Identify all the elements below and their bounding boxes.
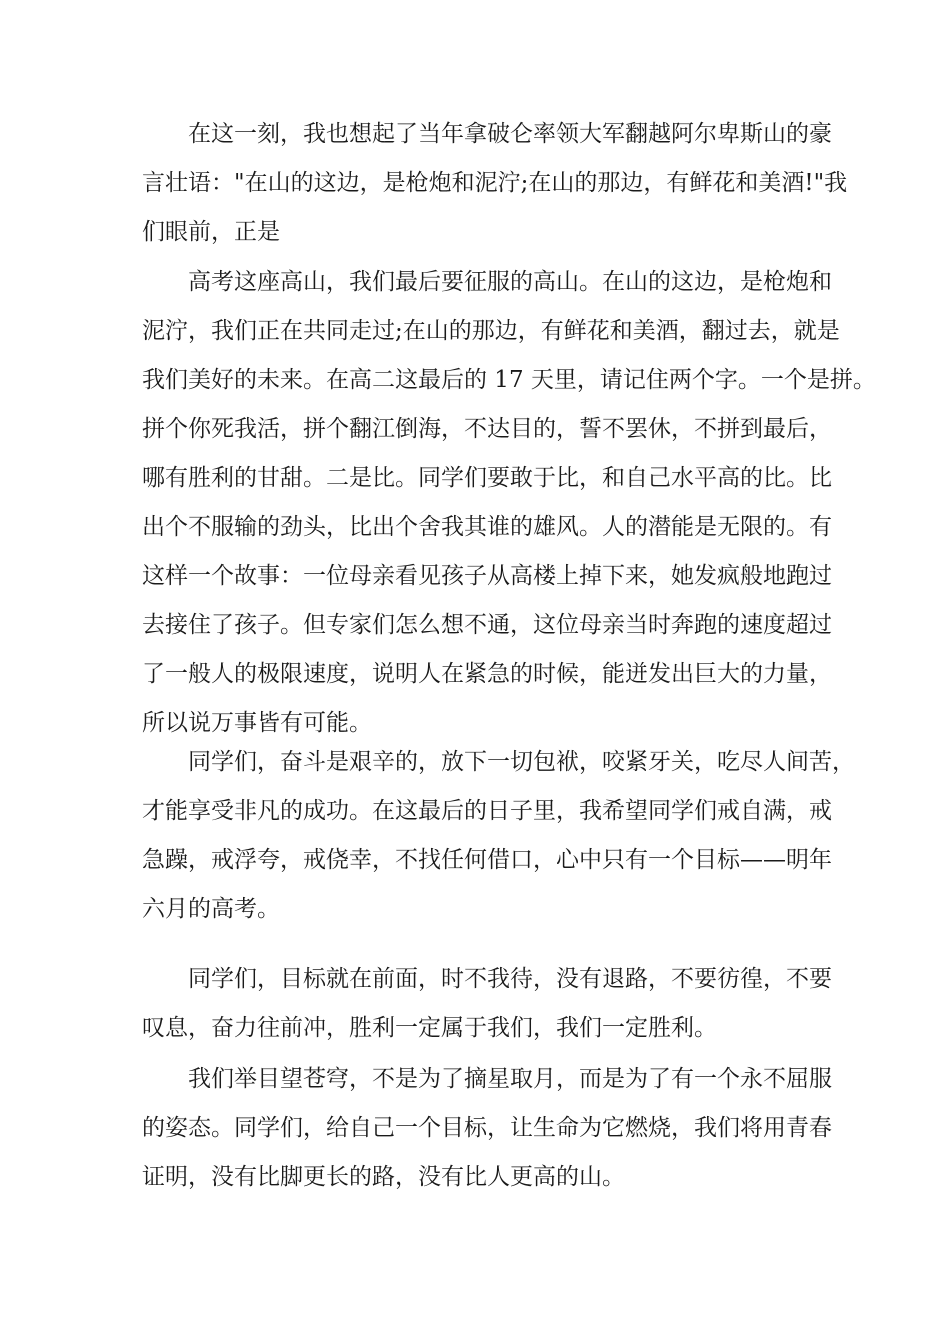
paragraph-goal-ahead (142, 955, 842, 1053)
text-line: 哪有胜利的甘甜。二是比。同学们要敢于比，和自己水平高的比。比 (142, 465, 832, 491)
paragraph-napoleon-quote (142, 110, 848, 257)
text-line: 去接住了孩子。但专家们怎么想不通，这位母亲当时奔跑的速度超过 (142, 612, 832, 638)
text-line: 才能享受非凡的成功。在这最后的日子里，我希望同学们戒自满，戒 (142, 798, 832, 824)
paragraph-exam-mountain (142, 258, 876, 748)
text-line: 证明，没有比脚更长的路，没有比人更高的山。 (142, 1164, 625, 1190)
text-line: 我们美好的未来。在高二这最后的 17 天里，请记住两个字。一个是拼。 (142, 367, 876, 393)
text-line: 急躁，戒浮夸，戒侥幸，不找任何借口，心中只有一个目标——明年 (142, 847, 832, 873)
text-line: 这样一个故事：一位母亲看见孩子从高楼上掉下来，她发疯般地跑过 (142, 563, 832, 589)
text-line: 六月的高考。 (142, 896, 280, 922)
text-line: 叹息，奋力往前冲，胜利一定属于我们，我们一定胜利。 (142, 1015, 717, 1041)
text-line: 在这一刻，我也想起了当年拿破仑率领大军翻越阿尔卑斯山的豪 (188, 121, 832, 147)
paragraph-closing (142, 1055, 842, 1202)
text-line: 所以说万事皆有可能。 (142, 710, 372, 736)
text-line: 拼个你死我活，拼个翻江倒海，不达目的，誓不罢休，不拼到最后， (142, 416, 832, 442)
text-line: 了一般人的极限速度，说明人在紧急的时候，能迸发出巨大的力量， (142, 661, 832, 687)
paragraph-struggle (142, 738, 855, 934)
text-line: 同学们，奋斗是艰辛的，放下一切包袱，咬紧牙关，吃尽人间苦， (188, 749, 855, 775)
text-line: 我们举目望苍穹，不是为了摘星取月，而是为了有一个永不屈服 (188, 1066, 832, 1092)
text-line: 们眼前，正是 (142, 219, 280, 245)
text-line: 同学们，目标就在前面，时不我待，没有退路，不要彷徨，不要 (188, 966, 832, 992)
text-line: 出个不服输的劲头，比出个舍我其谁的雄风。人的潜能是无限的。有 (142, 514, 832, 540)
text-line: 的姿态。同学们，给自己一个目标，让生命为它燃烧，我们将用青春 (142, 1115, 832, 1141)
text-line: 言壮语："在山的这边，是枪炮和泥泞;在山的那边，有鲜花和美酒!"我 (142, 170, 848, 196)
text-line: 高考这座高山，我们最后要征服的高山。在山的这边，是枪炮和 (188, 269, 832, 295)
text-line: 泥泞，我们正在共同走过;在山的那边，有鲜花和美酒，翻过去，就是 (142, 318, 840, 344)
